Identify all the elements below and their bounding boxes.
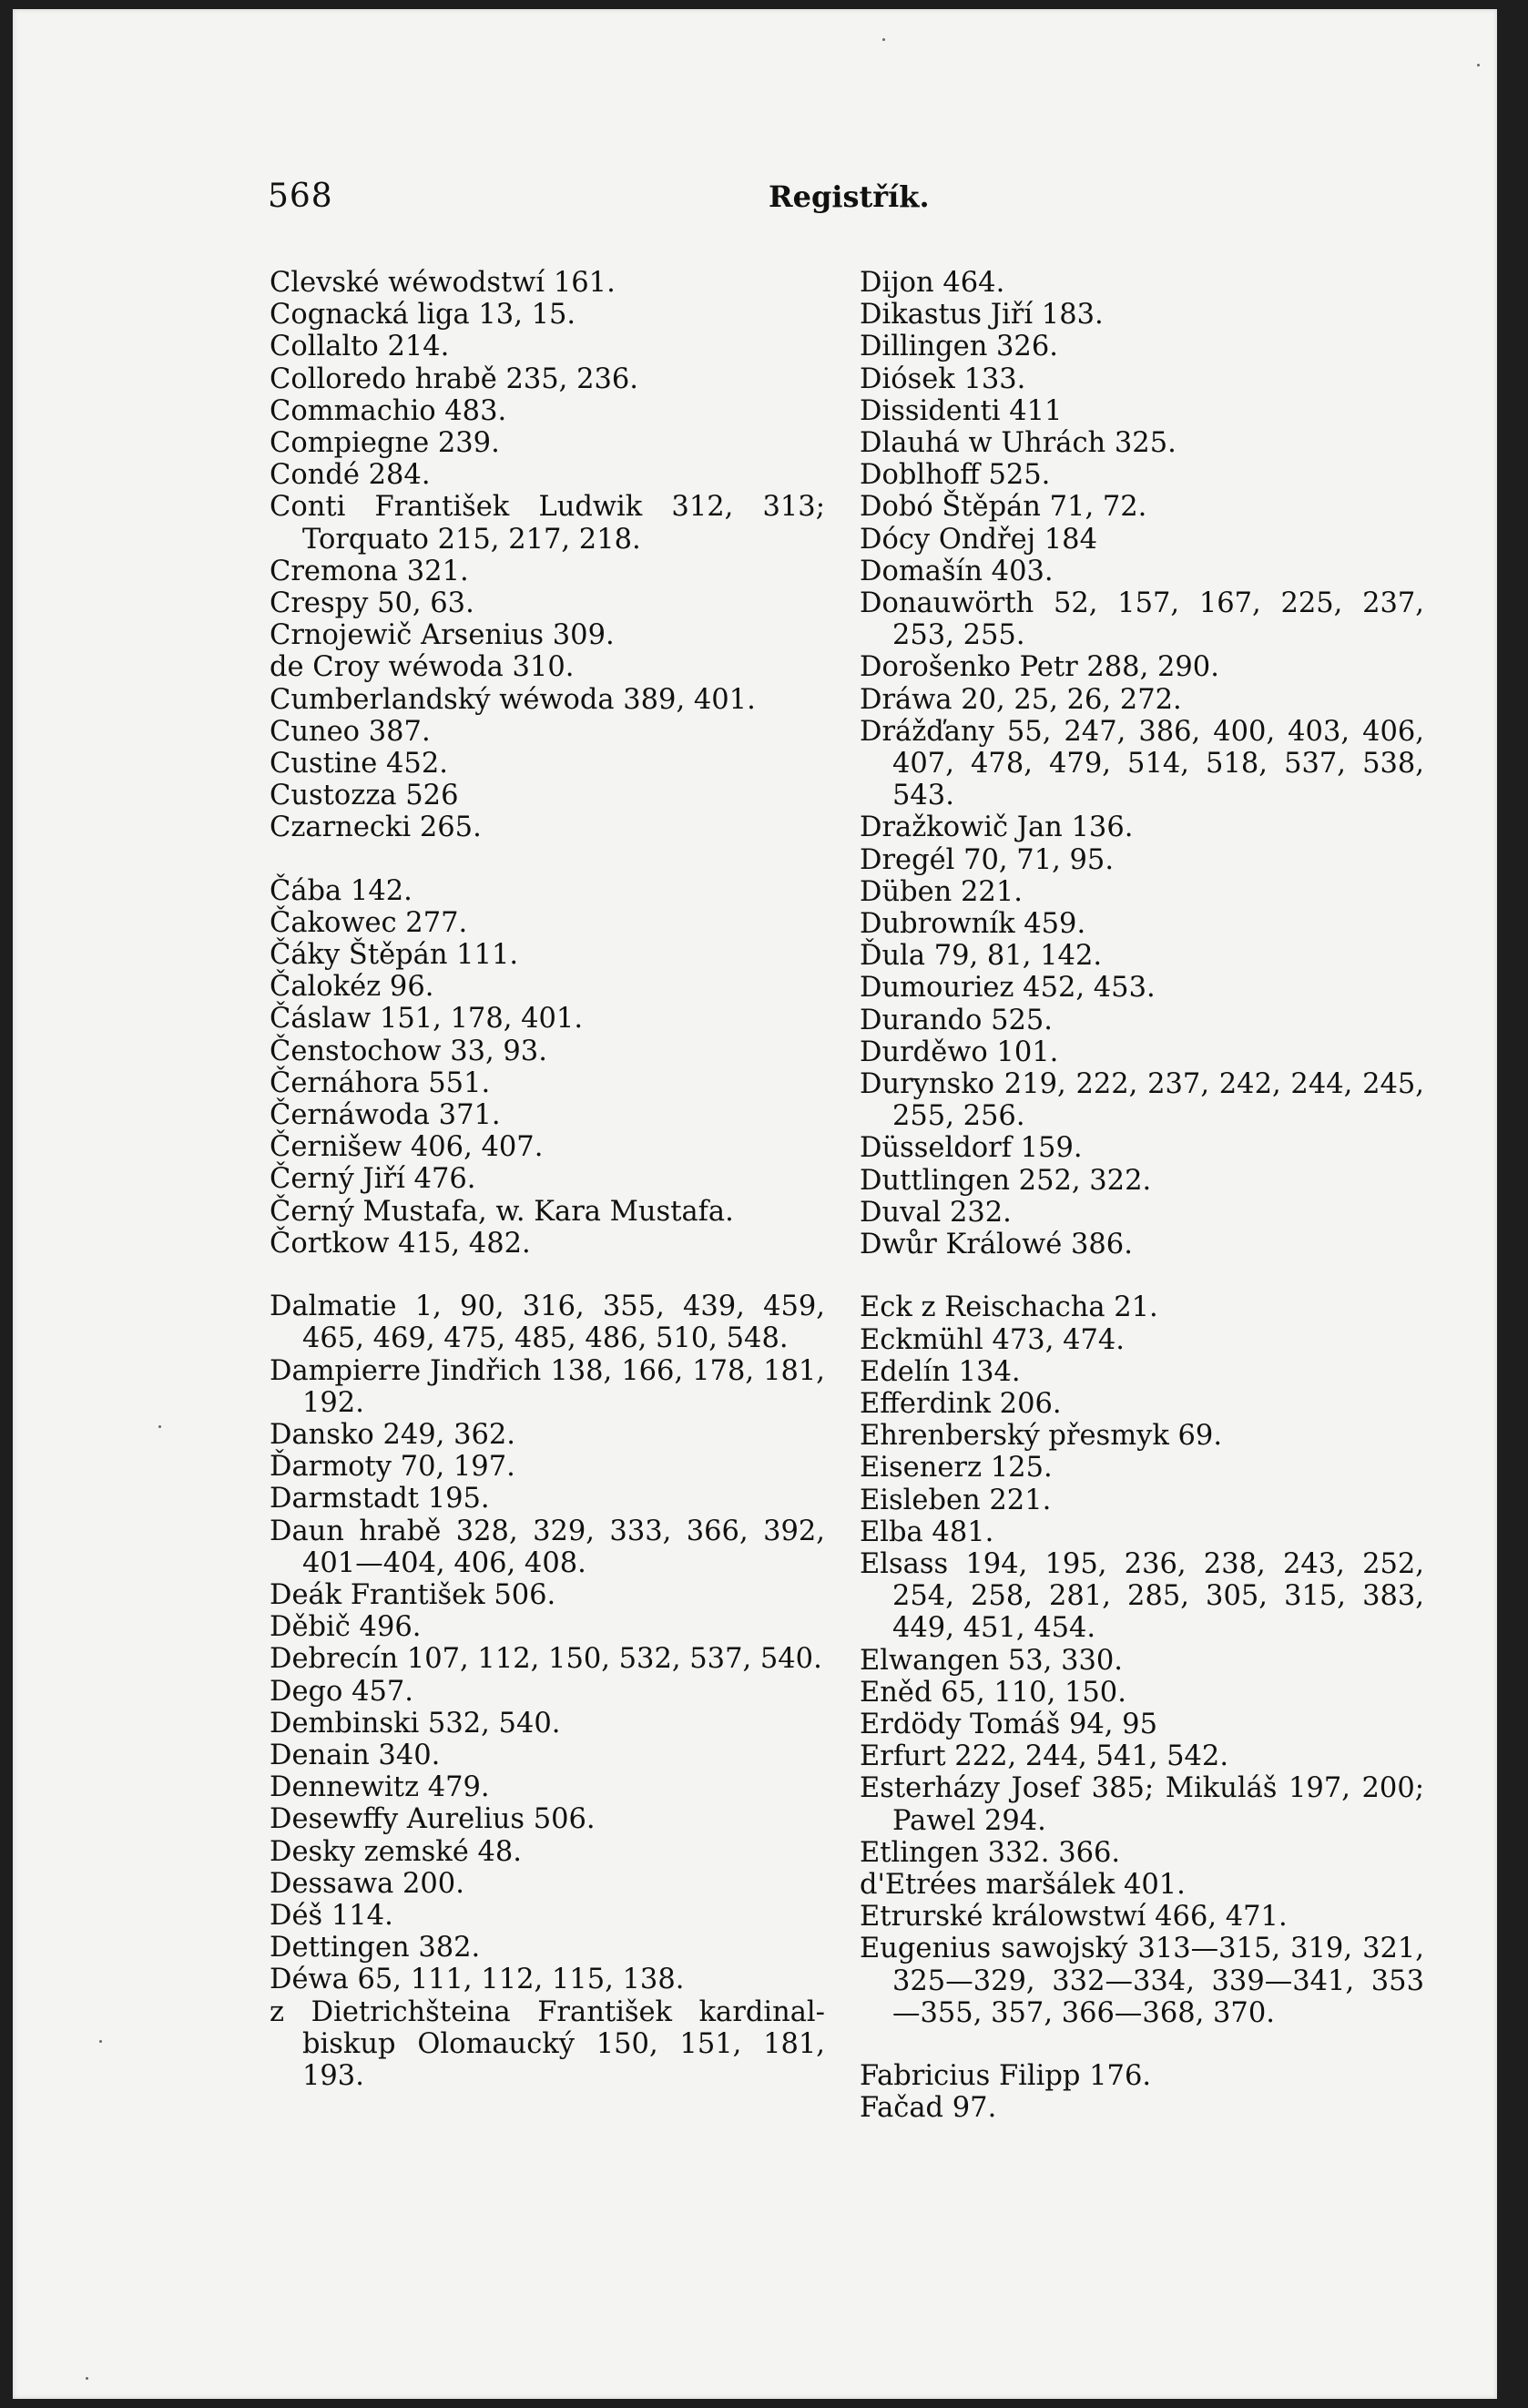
speck	[1477, 64, 1480, 66]
index-entry: Čalokéz 96.	[270, 971, 434, 1004]
index-entry: Eněd 65, 110, 150.	[860, 1676, 1126, 1709]
index-entry: Černáwoda 371.	[270, 1099, 501, 1132]
index-entry: Dennewitz 479.	[270, 1771, 490, 1804]
index-entry: Daun hrabě 328, 329, 333, 366, 392, 401—404, 406, 408.	[270, 1515, 825, 1579]
index-entry: Etlingen 332. 366.	[860, 1836, 1121, 1869]
index-entry: Dettingen 382.	[270, 1932, 481, 1964]
index-entry: Cuneo 387.	[270, 715, 431, 748]
section-gap	[270, 1260, 825, 1291]
scanned-page	[13, 9, 1497, 2399]
speck	[99, 2040, 102, 2043]
index-entry: Durděwo 101.	[860, 1036, 1059, 1068]
index-entry: Elwangen 53, 330.	[860, 1644, 1123, 1677]
index-entry: Conti František Ludwik 312, 313; Torquato 215, 217, 218.	[270, 491, 825, 556]
index-entry: Dumouriez 452, 453.	[860, 972, 1156, 1005]
index-entry: Compiegne 239.	[270, 427, 500, 460]
index-entry: Condé 284.	[270, 459, 431, 492]
index-entry: Čortkow 415, 482.	[270, 1227, 531, 1260]
index-entry: Custine 452.	[270, 748, 448, 781]
index-entry: Déš 114.	[270, 1899, 393, 1932]
index-entry: Čáslaw 151, 178, 401.	[270, 1003, 584, 1036]
index-entry: Eckmühl 473, 474.	[860, 1323, 1126, 1356]
index-entry: Čakowec 277.	[270, 906, 468, 939]
index-entry: Düsseldorf 159.	[860, 1132, 1083, 1165]
index-entry: Crespy 50, 63.	[270, 587, 474, 620]
running-title: Registřík.	[769, 179, 930, 214]
index-entry: Černišew 406, 407.	[270, 1131, 544, 1164]
index-entry: Clevské wéwodstwí 161.	[270, 267, 616, 299]
index-entry: Darmstadt 195.	[270, 1483, 490, 1515]
index-entry: Dampierre Jindřich 138, 166, 178, 181, 192.	[270, 1354, 825, 1419]
index-entry: Fačad 97.	[860, 2092, 997, 2125]
index-entry: Cumberlandský wéwoda 389, 401.	[270, 683, 756, 716]
index-entry: Desewffy Aurelius 506.	[270, 1803, 596, 1836]
index-column-right	[860, 267, 1424, 2124]
index-entry: Durando 525.	[860, 1004, 1053, 1036]
index-entry: Cognacká liga 13, 15.	[270, 299, 576, 332]
index-entry: Esterházy Josef 385; Mikuláš 197, 200; Pawel 294.	[860, 1772, 1424, 1837]
index-entry: Collalto 214.	[270, 331, 450, 363]
index-entry: Efferdink 206.	[860, 1387, 1062, 1420]
section-gap	[860, 2029, 1424, 2060]
index-entry: Erfurt 222, 244, 541, 542.	[860, 1740, 1229, 1773]
index-entry: Ďula 79, 81, 142.	[860, 940, 1103, 973]
index-entry: Diósek 133.	[860, 362, 1026, 395]
index-entry: Čába 142.	[270, 874, 413, 907]
index-entry: Durynsko 219, 222, 237, 242, 244, 245, 255, 256.	[860, 1068, 1424, 1133]
index-entry: Czarnecki 265.	[270, 811, 482, 844]
index-entry: Dubrowník 459.	[860, 908, 1086, 941]
index-entry: Duttlingen 252, 322.	[860, 1164, 1152, 1197]
index-entry: Dócy Ondřej 184	[860, 523, 1097, 556]
index-entry: Dobó Štěpán 71, 72.	[860, 491, 1147, 524]
index-entry: Donauwörth 52, 157, 167, 225, 237, 253, 255.	[860, 587, 1424, 652]
index-entry: Debrecín 107, 112, 150, 532, 537, 540.	[270, 1643, 822, 1676]
index-entry: Eisenerz 125.	[860, 1452, 1053, 1485]
index-entry: Déwa 65, 111, 112, 115, 138.	[270, 1964, 685, 1996]
index-entry: Černý Mustafa, w. Kara Mustafa.	[270, 1195, 734, 1228]
index-column-left	[270, 267, 825, 2092]
index-entry: Ehrenberský přesmyk 69.	[860, 1420, 1223, 1453]
index-entry: Dlauhá w Uhrách 325.	[860, 427, 1177, 460]
index-entry: Dego 457.	[270, 1675, 413, 1708]
index-entry: Dražkowič Jan 136.	[860, 811, 1134, 844]
index-entry: Custozza 526	[270, 780, 459, 812]
index-entry: Černáhora 551.	[270, 1066, 491, 1099]
index-entry: z Dietrichšteina František kardinal-biskup Olomaucký 150, 151, 181, 193.	[270, 1995, 825, 2092]
index-entry: Elsass 194, 195, 236, 238, 243, 252, 254, 258, 281, 285, 305, 315, 383, 449, 451, 454.	[860, 1547, 1424, 1645]
index-entry: Commachio 483.	[270, 394, 507, 427]
index-entry: d'Etrées maršálek 401.	[860, 1868, 1186, 1901]
index-entry: Denain 340.	[270, 1739, 441, 1771]
speck	[158, 1425, 161, 1428]
index-entry: Drážďany 55, 247, 386, 400, 403, 406, 407, 478, 479, 514, 518, 537, 538, 543.	[860, 715, 1424, 812]
index-entry: Erdödy Tomáš 94, 95	[860, 1708, 1157, 1740]
speck	[86, 2377, 88, 2380]
index-entry: Fabricius Filipp 176.	[860, 2059, 1152, 2092]
index-entry: Domašín 403.	[860, 555, 1054, 587]
index-entry: Dráwa 20, 25, 26, 272.	[860, 683, 1182, 716]
index-entry: Eck z Reischacha 21.	[860, 1291, 1158, 1324]
index-entry: Colloredo hrabě 235, 236.	[270, 362, 638, 395]
index-entry: Dalmatie 1, 90, 316, 355, 439, 459, 465, 469, 475, 485, 486, 510, 548.	[270, 1291, 825, 1355]
index-entry: Elba 481.	[860, 1515, 994, 1548]
index-entry: Dijon 464.	[860, 267, 1005, 299]
index-entry: Deák František 506.	[270, 1578, 556, 1611]
index-entry: Eugenius sawojský 313—315, 319, 321, 325—329, 332—334, 339—341, 353—355, 357, 366—368, 370.	[860, 1933, 1424, 2029]
index-entry: Ďarmoty 70, 197.	[270, 1451, 515, 1484]
index-entry: Etrurské králowstwí 466, 471.	[860, 1901, 1288, 1934]
index-entry: Doblhoff 525.	[860, 459, 1051, 492]
index-entry: Čáky Štěpán 111.	[270, 939, 519, 972]
index-entry: Černý Jiří 476.	[270, 1163, 476, 1196]
index-entry: Düben 221.	[860, 875, 1023, 908]
index-entry: Dissidenti 411	[860, 394, 1063, 427]
index-entry: Desky zemské 48.	[270, 1835, 522, 1868]
section-gap	[270, 844, 825, 875]
index-entry: Dessawa 200.	[270, 1867, 464, 1900]
index-entry: Crnojewič Arsenius 309.	[270, 619, 615, 652]
index-entry: Dregél 70, 71, 95.	[860, 843, 1115, 876]
index-entry: Dillingen 326.	[860, 331, 1058, 363]
index-entry: Dwůr Králowé 386.	[860, 1229, 1133, 1261]
section-gap	[860, 1260, 1424, 1291]
index-entry: Eisleben 221.	[860, 1484, 1052, 1516]
page-number: 568	[268, 178, 333, 215]
index-entry: Dembinski 532, 540.	[270, 1707, 561, 1740]
index-entry: Čenstochow 33, 93.	[270, 1035, 547, 1067]
index-entry: Edelín 134.	[860, 1355, 1021, 1388]
index-entry: Cremona 321.	[270, 555, 469, 587]
index-entry: Dansko 249, 362.	[270, 1418, 515, 1451]
index-entry: de Croy wéwoda 310.	[270, 651, 575, 684]
index-entry: Dorošenko Petr 288, 290.	[860, 651, 1219, 684]
speck	[882, 38, 885, 41]
index-entry: Děbič 496.	[270, 1611, 422, 1644]
index-entry: Dikastus Jiří 183.	[860, 299, 1104, 332]
page-header	[268, 178, 930, 223]
index-entry: Duval 232.	[860, 1196, 1012, 1229]
